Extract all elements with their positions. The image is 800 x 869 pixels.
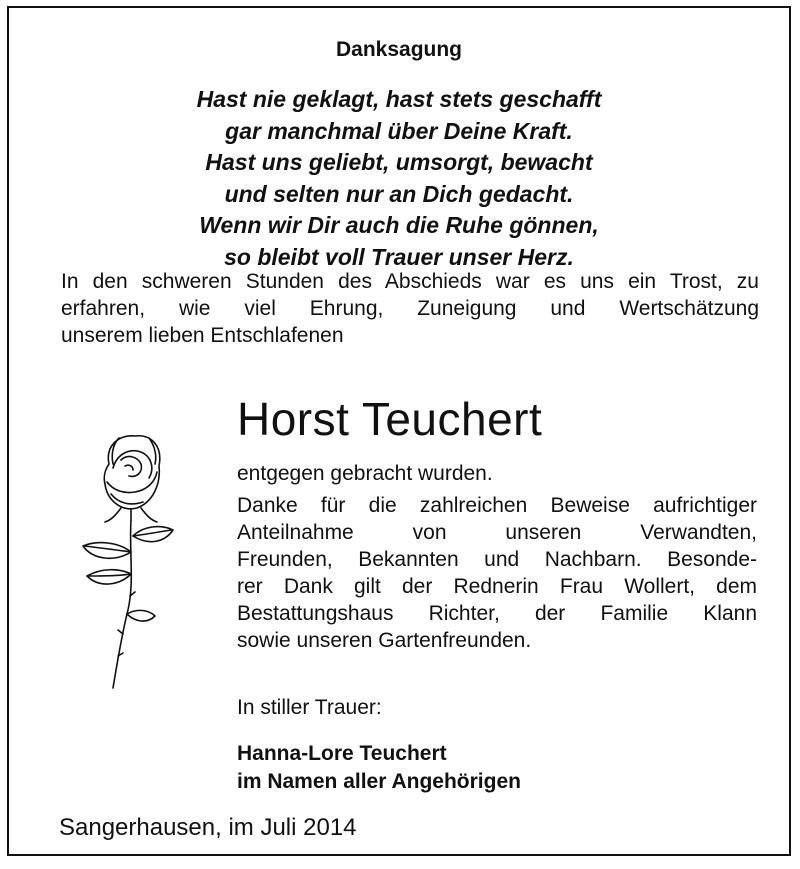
thanks-line: Anteilnahme von unseren Verwandten, — [237, 521, 757, 544]
poem-line: Hast nie geklagt, hast stets geschafft — [196, 86, 602, 112]
signer-note: im Namen aller Angehörigen — [237, 770, 521, 793]
thanks-line: Bestattungshaus Richter, der Familie Klann — [237, 602, 757, 625]
mourning-line: In stiller Trauer: — [237, 696, 382, 719]
poem-line: Hast uns geliebt, umsorgt, bewacht — [205, 149, 593, 175]
intro-line: erfahren, wie viel Ehrung, Zuneigung und Wertschätzung — [61, 297, 759, 320]
thanks-line: Freunden, Bekannten und Nachbarn. Besonde- — [237, 548, 757, 571]
intro-line: In den schweren Stunden des Abschieds war es uns ein Trost, zu — [61, 270, 759, 293]
thanks-paragraph — [237, 492, 757, 654]
continuation-text: entgegen gebracht wurden. — [237, 462, 493, 485]
poem-line: und selten nur an Dich gedacht. — [224, 180, 574, 207]
notice-frame — [7, 6, 791, 856]
notice-title: Danksagung — [335, 38, 463, 61]
intro-line: unserem lieben Entschlafenen — [61, 324, 344, 347]
deceased-name: Horst Teuchert — [237, 393, 543, 445]
poem-line: so bleibt voll Trauer unser Herz. — [224, 243, 574, 270]
rose-icon — [61, 424, 181, 692]
poem-line: gar manchmal über Deine Kraft. — [225, 117, 573, 144]
thanks-line: Danke für die zahlreichen Beweise aufrichtiger — [237, 494, 757, 517]
signer-name: Hanna-Lore Teuchert — [237, 742, 447, 765]
signers — [237, 740, 521, 796]
thanks-body — [237, 460, 757, 654]
poem-line: Wenn wir Dir auch die Ruhe gönnen, — [199, 212, 599, 238]
poem — [9, 84, 789, 273]
intro-text — [61, 268, 759, 349]
thanks-line: rer Dank gilt der Rednerin Frau Wollert, dem — [237, 575, 757, 598]
thanks-line: sowie unseren Gartenfreunden. — [237, 629, 532, 652]
place-date: Sangerhausen, im Juli 2014 — [59, 814, 357, 841]
